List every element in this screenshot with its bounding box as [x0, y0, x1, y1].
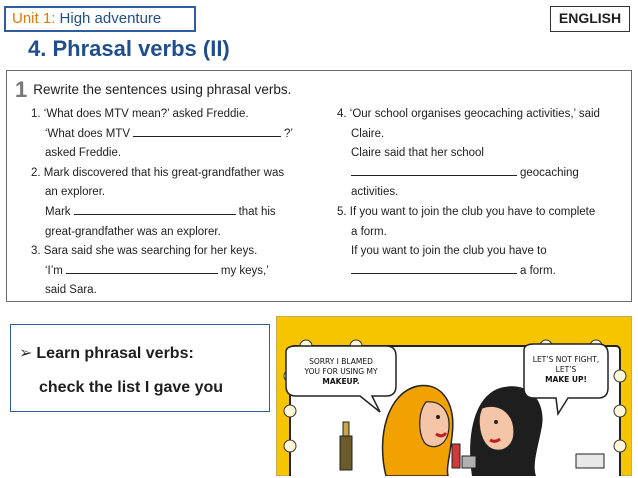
sentence-line: great-grandfather was an explorer. [45, 225, 221, 238]
sentence-text: my keys,’ [220, 264, 269, 277]
cartoon-svg [276, 316, 632, 476]
learn-line-2: check the list I gave you [39, 379, 224, 396]
sentence-line: If you want to join the club you have to [351, 245, 547, 258]
bubble-left-line-3: MAKEUP. [322, 377, 360, 386]
learn-text: Learn phrasal verbs: [36, 345, 194, 362]
exercise-number: 1 [15, 77, 28, 102]
sentence-line: a form. [351, 225, 387, 238]
page-title: 4. Phrasal verbs (II) [28, 36, 230, 61]
sentence-text: that his [238, 205, 276, 218]
sentence-text: ?’ [284, 127, 293, 140]
sentence-line: 2. Mark discovered that his great-grandfather was [31, 166, 285, 179]
answer-blank[interactable] [133, 125, 281, 137]
exercise-instruction: Rewrite the sentences using phrasal verbs. [33, 82, 292, 97]
bubble-right-line-3: MAKE UP! [545, 375, 587, 384]
unit-colon: : [51, 10, 56, 27]
sentence-line: 3. Sara said she was searching for her keys. [31, 245, 258, 258]
sentence-line: 4. ‘Our school organises geocaching activities,’ said [337, 108, 600, 120]
sentence-line: 1. ‘What does MTV mean?’ asked Freddie. [31, 108, 249, 120]
sentence-line [31, 262, 321, 282]
sentence-line: activities. [351, 186, 399, 199]
bubble-right-line-2: LET’S [555, 365, 577, 374]
cartoon-illustration [276, 316, 632, 476]
unit-label [4, 6, 196, 32]
learn-reminder-box [10, 324, 270, 412]
answer-blank[interactable] [74, 203, 236, 215]
exercise-header [15, 77, 291, 103]
sentence-text: Mark [45, 205, 71, 218]
sentence-line: Claire. [351, 127, 385, 140]
sentence-line [31, 125, 321, 145]
sentence-line [337, 164, 627, 184]
exercise-panel [6, 70, 632, 302]
unit-number: Unit 1 [12, 10, 52, 27]
unit-title: High adventure [55, 10, 162, 27]
sentence-line: said Sara. [45, 284, 97, 297]
sentence-text: ‘What does MTV [45, 127, 130, 140]
sentence-line: an explorer. [45, 186, 106, 199]
sentence-text: geocaching [520, 166, 579, 179]
sentence-line: Claire said that her school [351, 147, 484, 160]
sentence-text: ‘I’m [45, 264, 63, 277]
exercise-left-column [31, 105, 321, 301]
arrow-bullet-icon: ➢ [19, 345, 33, 362]
learn-line-1 [19, 343, 194, 363]
sentence-line [337, 262, 627, 282]
sentence-line: 5. If you want to join the club you have to complete [337, 205, 596, 218]
answer-blank[interactable] [351, 164, 517, 176]
bubble-right-line-1: LET’S NOT FIGHT, [532, 355, 600, 364]
sentence-line [31, 203, 321, 223]
answer-blank[interactable] [351, 262, 517, 274]
bubble-left-line-2: YOU FOR USING MY [304, 367, 378, 376]
exercise-right-column [337, 105, 627, 281]
answer-blank[interactable] [66, 262, 218, 274]
sentence-text: a form. [520, 264, 556, 277]
bubble-left-line-1: SORRY I BLAMED [309, 357, 373, 366]
sentence-line: asked Freddie. [45, 147, 122, 160]
subject-badge: ENGLISH [550, 6, 630, 32]
